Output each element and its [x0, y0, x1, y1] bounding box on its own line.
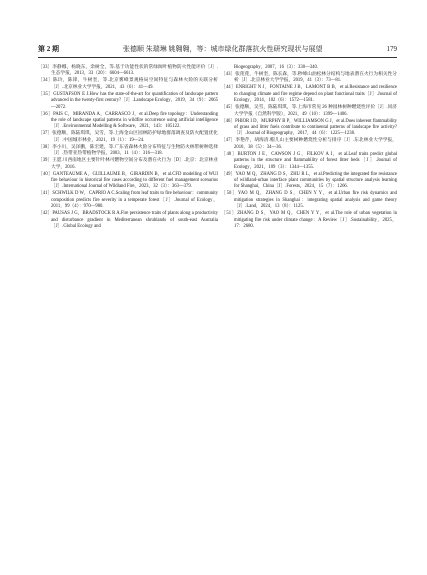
reference-entry: ［50］YAO M Q，ZHANG D S，CHEN Y Y，et al.Urban fire risk dynamics and mitigation strategies in Shanghai：integrating spatial analysis and game theory［J］.Land，2024，13（8）：1125. — [221, 191, 397, 210]
running-title: 张德顺 朱瑞琳 姚翱翱，等：城市绿化群落抗火性研究现状与展望 — [123, 45, 323, 53]
references-right-column — [221, 65, 397, 231]
reference-entry: ［42］PAUSAS J G，BRADSTOCK R A.Fire persistence traits of plants along a productivity and disturbance gradient in Mediterranean shrublands of south-east Australia［J］.Global Ecology and — [38, 211, 218, 230]
page-number: 179 — [386, 45, 397, 53]
reference-continuation: Biogeography，2007，16（3）：330—340. — [234, 65, 318, 70]
reference-entry: ［33］李静娜，杨晓东，余树全，等.基于功能性状的常绿阔叶植物防火性能评价［J］.生态学报，2013，33（20）：6604—6613. — [38, 65, 218, 77]
references-left-column — [38, 65, 218, 231]
running-header — [38, 42, 397, 56]
reference-entry: ［34］陈玲，陈锋，牛树奎，等.北京雾峰景观格局空间特征与森林火险的关联分析［J］.北京林业大学学报，2021，43（6）：41—49. — [38, 78, 218, 90]
reference-entry: ［38］李小川，吴泽鹏，陈宏建，等.广东省森林火险分布特征与生物防火林带树种选择［J］.热带亚热带植物学报，2003，11（4）：316—318. — [38, 144, 218, 157]
reference-entry: ［37］张德顺，陈陆琪琪，吴雪，等.上海金山区园林防护绿地群落调查及防火配置优化［J］.中国城市林业，2021，19（1）：19—24. — [38, 131, 218, 143]
reference-entry: ［36］PAIS C，MIRANDA A，CARRASCO J，et al.Deep fire topology：Understanding the role of landscape spatial patterns in wildfire occurrence using artificial intelligence［J］.Environmental Modelling & Software，2021，143：105122. — [38, 111, 218, 130]
reference-entry: ［44］ENRIGHT N J，FONTAINE J B，LAMONT B B，et al.Resistance and resilience to changing climate and fire regime depend on plant functional traits［J］.Journal of Ecology，2014，102（6）：1572—1581. — [221, 85, 397, 104]
reference-entry: ［40］GANTEAUME A，GUILLAUME B，GIRARDIN B，et al.CFD modelling of WUI fire behaviour in historical fire cases according to different fuel management scenarios［J］.International Journal of Wildland Fire，2023，32（3）：363—379. — [38, 171, 218, 190]
reference-entry: ［51］ZHANG D S，YAO M Q，CHEN Y Y，et al.The role of urban vegetation in mitigating fire risk under climate change：A Review［J］.Sustainability，2025，17：2680. — [221, 211, 397, 230]
reference-entry: ［35］GUSTAFSON E J.How has the state-of-the-art for quantification of landscape pattern advanced in the twenty-first century?［J］.Landscape Ecology，2019，34（9）：2065—2072. — [38, 91, 218, 110]
issue-number: 第 2 期 — [38, 45, 59, 53]
reference-entry: ［46］PHIOR I D，MURPHY B P，WILLIAMSON G J，et al.Does inherent flammability of grass and litter fuels contribute to continental patterns of landscape fire activity?［J］.Journal of Biogeography，2017，44（6）：1225—1238. — [221, 118, 397, 137]
reference-entry: ［48］BURTON J E，CAWSON J G，FILKOV A I，et al.Leaf traits predict global patterns in the structure and flammability of forest litter beds［J］.Journal of Ecology，2021，109（3）：1344—1355. — [221, 151, 397, 170]
reference-entry: ［49］YAO M Q，ZHANG D S，ZHU R L，et al.Predicting the integrated fire resistance of wildland-urban interface plant communities by spatial structure analysis learning for Shanghai，China［J］.Forests，2024，15（7）：1266. — [221, 171, 397, 190]
reference-entry: ［45］张德顺，吴雪，陈陆琪琪，等.上海市常见 26 种园林树种燃烧性评价［J］.同济大学学报（自然科学版），2021，49（10）：1399—1406. — [221, 105, 397, 117]
reference-entry: ［41］SCHWILK D W，CAPRIO A C.Scaling from leaf traits to fire behaviour：community composition predicts fire severity in a temperate forest［J］.Journal of Ecology，2011，99（4）：970—980. — [38, 191, 218, 210]
reference-entry: ［43］张莲莲，牛树奎，陈长森，等.秒峰山油松林分结构与地表潜在火行为相关性分析［J］.北京林业大学学报，2019，41（3）：73—81. — [221, 72, 397, 84]
reference-entry: ［39］王愿.川西南地区主要针叶林可燃物空间分布及潜在火行为［D］.北京：北京林业大学，2016. — [38, 158, 218, 170]
header-rule — [38, 57, 397, 58]
reference-entry: ［47］李艳芹，胡海清.帽儿山主要树种燃烧性分析与排序［J］.东北林业大学学报，2010，38（5）：34—36. — [221, 138, 397, 150]
